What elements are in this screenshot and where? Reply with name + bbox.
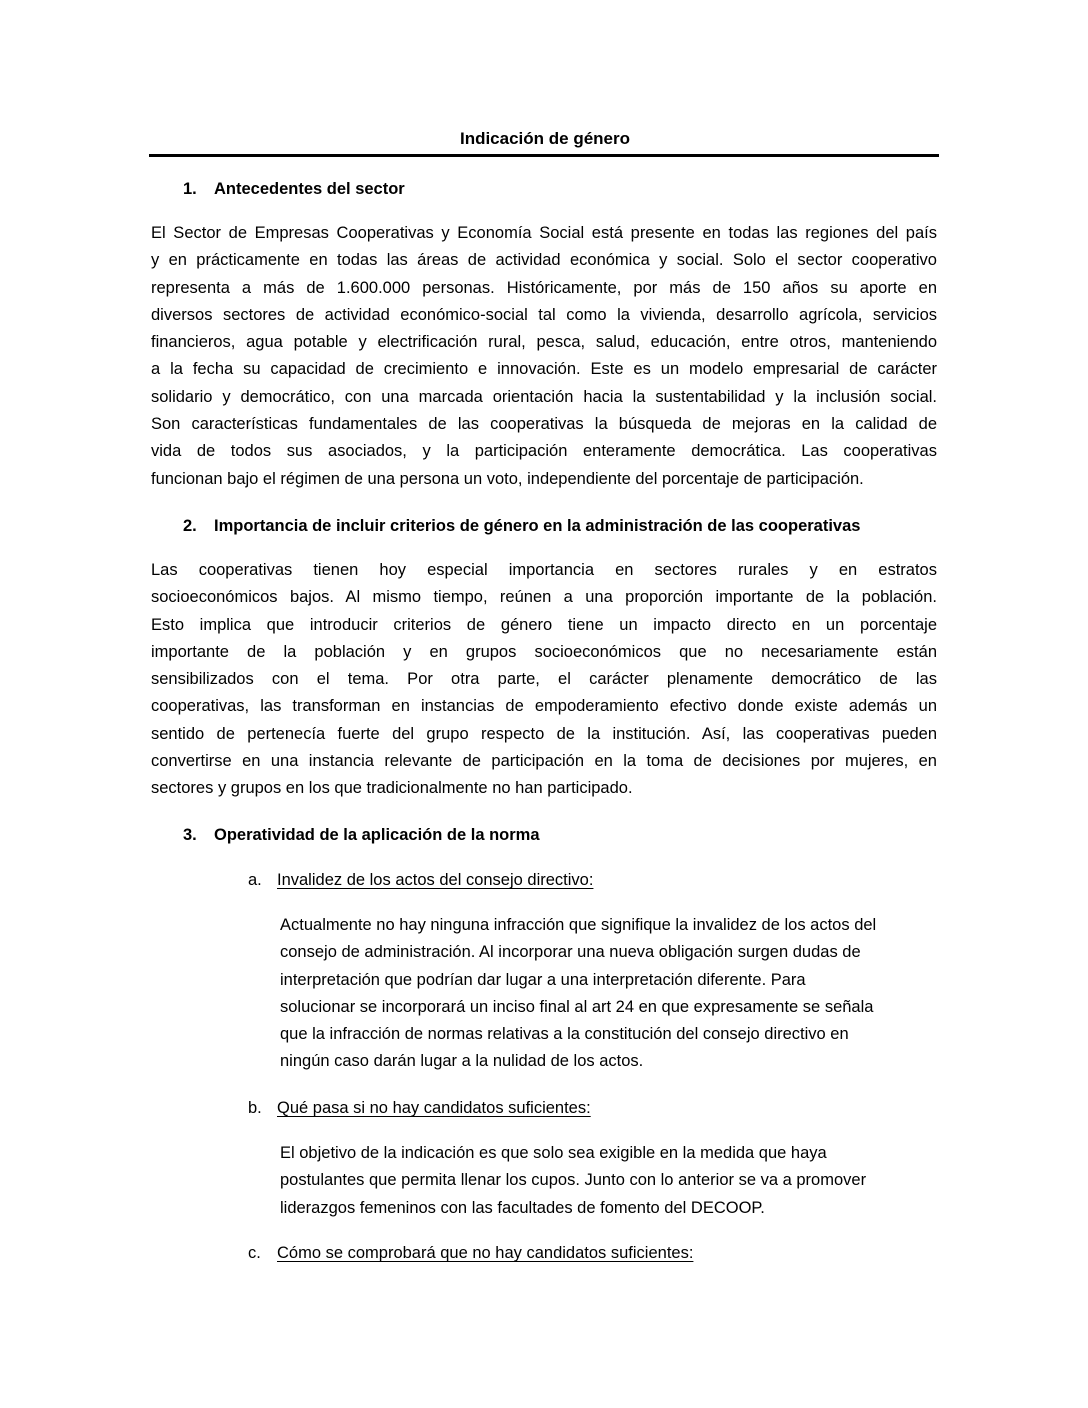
paragraph-line: que la infracción de normas relativas a la constitución del consejo directivo en — [280, 1025, 849, 1044]
section-3-heading — [183, 822, 540, 848]
paragraph-line: liderazgos femeninos con las facultades de fomento del DECOOP. — [280, 1198, 765, 1217]
subitem-b-heading — [248, 1095, 591, 1121]
paragraph-line: Las cooperativas tienen hoy especial importancia en sectores rurales y en estratos — [151, 561, 937, 579]
paragraph-line: consejo de administración. Al incorporar una nueva obligación surgen dudas de — [280, 943, 861, 962]
paragraph-line: vida de todos sus asociados, y la participación enteramente democrática. Las cooperativas — [151, 442, 937, 461]
subitem-title: Invalidez de los actos del consejo directivo: — [277, 871, 594, 889]
paragraph-line: diversos sectores de actividad económico-social tal como la vivienda, desarrollo agrícola, servicios — [151, 305, 937, 324]
paragraph-line: El Sector de Empresas Cooperativas y Economía Social está presente en todas las regiones del país — [151, 224, 937, 242]
subitem-a-paragraph — [280, 912, 940, 1076]
paragraph-line: Esto implica que introducir criterios de género tiene un impacto directo en un porcentaje — [151, 615, 937, 634]
paragraph-line: representa a más de 1.600.000 personas. Históricamente, por más de 150 años su aporte en — [151, 278, 937, 297]
section-1-paragraph — [151, 220, 937, 493]
paragraph-line: solidario y democrático, con una marcada orientación hacia la sustentabilidad y la inclusión social. — [151, 387, 937, 406]
paragraph-line: convertirse en una instancia relevante de participación en la toma de decisiones por mujeres, en — [151, 752, 937, 771]
paragraph-line: y en prácticamente en todas las áreas de actividad económica y social. Solo el sector cooperativo — [151, 251, 937, 270]
paragraph-line: financieros, agua potable y electrificación rural, pesca, salud, educación, entre otros, manteniendo — [151, 333, 937, 352]
subitem-title: Cómo se comprobará que no hay candidatos suficientes: — [277, 1244, 694, 1262]
section-title: Operatividad de la aplicación de la norma — [214, 826, 540, 844]
paragraph-line: importante de la población y en grupos socioeconómicos que no necesariamente están — [151, 642, 937, 661]
section-title: Importancia de incluir criterios de género en la administración de las cooperativas — [214, 517, 861, 535]
paragraph-line: interpretación que podrían dar lugar a una interpretación diferente. Para — [280, 970, 806, 989]
section-title: Antecedentes del sector — [214, 180, 405, 198]
subitem-letter: b. — [248, 1099, 262, 1117]
paragraph-line: cooperativas, las transforman en instancias de empoderamiento efectivo donde existe además un — [151, 697, 937, 716]
title-divider — [149, 154, 939, 157]
paragraph-line: socioeconómicos bajos. Al mismo tiempo, reúnen a una proporción importante de la población. — [151, 588, 937, 607]
paragraph-line: Son características fundamentales de las cooperativas la búsqueda de mejoras en la calidad de — [151, 415, 937, 434]
paragraph-line: funcionan bajo el régimen de una persona un voto, independiente del porcentaje de participación. — [151, 469, 864, 488]
subitem-b-paragraph — [280, 1140, 940, 1222]
paragraph-line: Actualmente no hay ninguna infracción que signifique la invalidez de los actos del — [280, 916, 877, 934]
paragraph-line: ningún caso darán lugar a la nulidad de los actos. — [280, 1052, 644, 1071]
section-number: 1. — [183, 180, 197, 198]
paragraph-line: sentido de pertenecía fuerte del grupo respecto de la institución. Así, las cooperativas pueden — [151, 724, 937, 743]
document-title: Indicación de género — [459, 129, 631, 148]
section-number: 3. — [183, 826, 197, 844]
subitem-letter: a. — [248, 871, 262, 889]
paragraph-line: El objetivo de la indicación es que solo sea exigible en la medida que haya — [280, 1144, 827, 1162]
section-1-heading — [183, 176, 405, 202]
paragraph-line: a la fecha su capacidad de crecimiento e innovación. Este es un modelo empresarial de carácter — [151, 360, 937, 379]
paragraph-line: postulantes que permita llenar los cupos. Junto con lo anterior se va a promover — [280, 1171, 867, 1190]
subitem-a-heading — [248, 867, 593, 893]
subitem-c-heading — [248, 1240, 693, 1266]
paragraph-line: sectores y grupos en los que tradicionalmente no han participado. — [151, 779, 633, 798]
subitem-letter: c. — [248, 1244, 261, 1262]
paragraph-line: solucionar se incorporará un inciso final al art 24 en que expresamente se señala — [280, 997, 874, 1016]
paragraph-line: sensibilizados con el tema. Por otra parte, el carácter plenamente democrático de las — [151, 670, 937, 689]
subitem-title: Qué pasa si no hay candidatos suficientes: — [277, 1099, 591, 1117]
section-2-heading — [183, 513, 860, 539]
section-number: 2. — [183, 517, 197, 535]
section-2-paragraph — [151, 557, 937, 803]
